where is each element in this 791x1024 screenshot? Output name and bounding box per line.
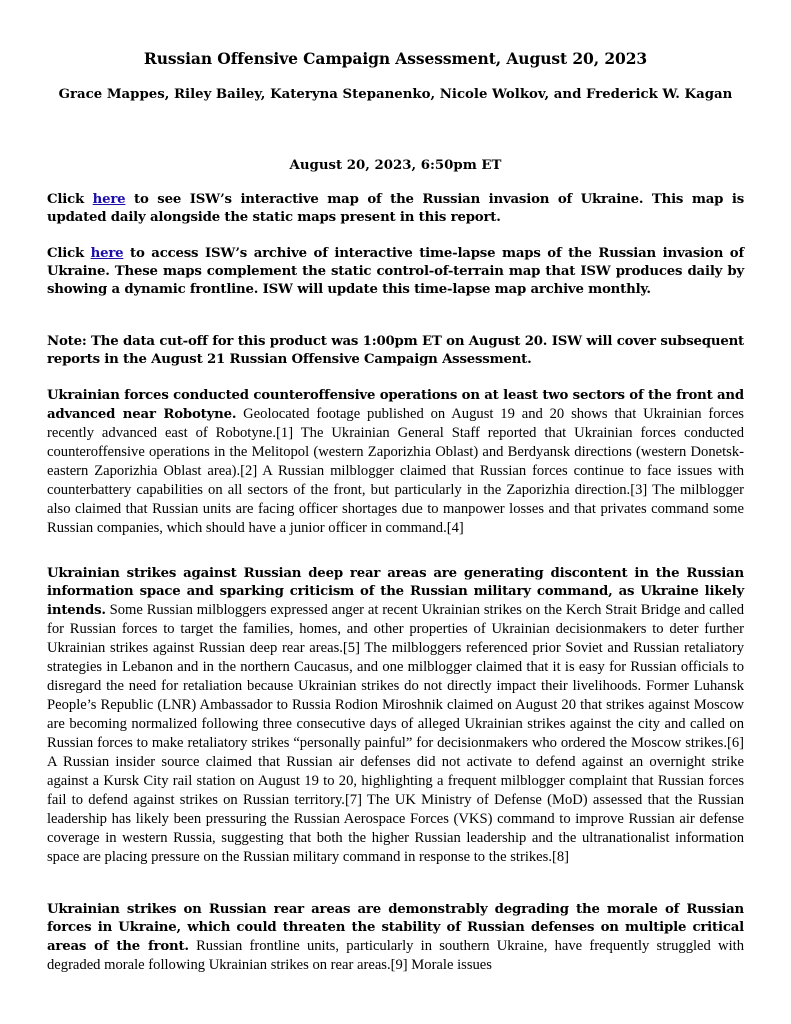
timelapse-archive-link[interactable]: here <box>90 246 124 261</box>
data-cutoff-note: Note: The data cut-off for this product was 1:00pm ET on August 20. ISW will cover subsequent reports in the August 21 Russian Offensive Campaign Assessment. <box>47 334 744 367</box>
paragraph-robotyne <box>47 387 744 538</box>
intro2-suffix: to access ISW’s archive of interactive time-lapse maps of the Russian invasion of Ukraine. These maps complement the static control-of-terrain map that ISW produces daily by showing a dynamic frontline. ISW will update this time-lapse map archive monthly. <box>47 246 744 297</box>
intro2-prefix: Click <box>47 246 91 261</box>
intro1-suffix: to see ISW’s interactive map of the Russian invasion of Ukraine. This map is updated daily alongside the static maps present in this report. <box>47 192 744 225</box>
document-authors: Grace Mappes, Riley Bailey, Kateryna Stepanenko, Nicole Wolkov, and Frederick W. Kagan <box>58 87 733 102</box>
interactive-map-link[interactable]: here <box>92 192 126 207</box>
intro-timelapse-archive <box>47 245 744 299</box>
paragraph-morale <box>47 901 744 975</box>
document-title: Russian Offensive Campaign Assessment, August 20, 2023 <box>143 49 648 68</box>
paragraph-deep-rear-strikes <box>47 565 744 867</box>
intro-interactive-map <box>47 191 744 227</box>
intro1-prefix: Click <box>47 192 93 207</box>
document-date: August 20, 2023, 6:50pm ET <box>289 158 502 173</box>
paragraph-morale-body: Russian frontline units, particularly in southern Ukraine, have frequently struggled with degraded morale following Ukrainian strikes on rear areas.[9] Morale issues <box>47 938 744 973</box>
paragraph-robotyne-body: Geolocated footage published on August 19 and 20 shows that Ukrainian forces recently advanced east of Robotyne.[1] The Ukrainian General Staff reported that Ukrainian forces conducted counteroffensive operations in the Melitopol (western Zaporizhia Oblast) and Berdyansk directions (western Donetsk-eastern Zaporizhia Oblast area).[2] A Russian milblogger claimed that Russian forces continue to face issues with counterbattery capabilities on all sectors of the front, but particularly in the Zaporizhia direction.[3] The milblogger also claimed that Russian units are facing officer shortages due to manpower losses and that privates command some Russian companies, which should have a junior officer in command.[4] <box>47 406 744 536</box>
paragraph-deep-rear-strikes-body: Some Russian milbloggers expressed anger at recent Ukrainian strikes on the Kerch Strait Bridge and called for Russian forces to target the families, homes, and other properties of Ukrainian decisionmakers to deter further Ukrainian strikes against Russian deep rear areas.[5] The milbloggers referenced prior Soviet and Russian retaliatory strategies in Lebanon and in the northern Caucasus, and one milblogger claimed that it is easy for Russian officials to disregard the need for retaliation because Ukrainian strikes do not directly impact their livelihoods. Former Luhansk People’s Republic (LNR) Ambassador to Russia Rodion Miroshnik claimed on August 20 that strikes against Moscow are becoming normalized following three consecutive days of alleged Ukrainian strikes against the city and called on Russian forces to make retaliatory strikes “personally painful” for decisionmakers who ordered the Moscow strikes.[6] A Russian insider source claimed that Russian air defenses did not activate to defend against an overnight strike against a Kursk City rail station on August 19 to 20, highlighting a frequent milblogger complaint that Russian forces fail to defend against strikes on Russian territory.[7] The UK Ministry of Defense (MoD) assessed that the Russian leadership has likely been pressuring the Russian Aerospace Forces (VKS) command to improve Russian air defense coverage in western Russia, suggesting that both the higher Russian leadership and the ultranationalist information space are placing pressure on the Russian military command in response to the strikes.[8] <box>47 602 744 865</box>
paragraph-robotyne-lead: Ukrainian forces conducted counteroffensive operations on at least two sectors of the front and advanced near Robotyne. <box>47 388 744 422</box>
paragraph-morale-lead: Ukrainian strikes on Russian rear areas are demonstrably degrading the morale of Russian forces in Ukraine, which could threaten the stability of Russian defenses on multiple critical areas of the front. <box>47 902 744 954</box>
paragraph-deep-rear-strikes-lead: Ukrainian strikes against Russian deep rear areas are generating discontent in the Russian information space and sparking criticism of the Russian military command, as Ukraine likely intends. <box>47 566 744 618</box>
